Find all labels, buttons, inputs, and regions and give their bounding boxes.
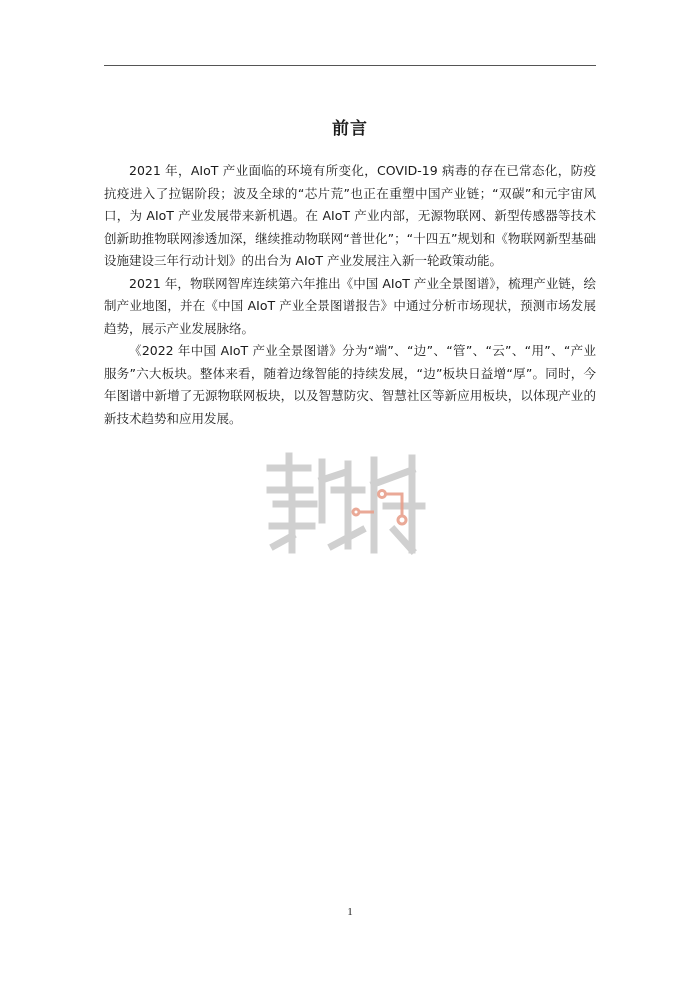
watermark-logo-icon xyxy=(262,450,442,560)
paragraph-3: 《2022 年中国 AIoT 产业全景图谱》分为“端”、“边”、“管”、“云”、“用”、“产业服务”六大板块。整体来看，随着边缘智能的持续发展，“边”板块日益增“厚”。同时，今年图谱中新增了无源物联网板块，以及智慧防灾、智慧社区等新应用板块，以体现产业的新技术趋势和应用发展。 xyxy=(104,343,596,426)
paragraph-2: 2021 年，物联网智库连续第六年推出《中国 AIoT 产业全景图谱》，梳理产业链，绘制产业地图，并在《中国 AIoT 产业全景图谱报告》中通过分析市场现状，预测市场发展趋势，展示产业发展脉络。 xyxy=(104,275,596,336)
body-text xyxy=(104,160,596,430)
page-title: 前言 xyxy=(332,119,368,139)
header-rule xyxy=(104,65,596,66)
page-number: 1 xyxy=(347,906,353,918)
paragraph-1: 2021 年，AIoT 产业面临的环境有所变化，COVID-19 病毒的存在已常态化，防疫抗疫进入了拉锯阶段；波及全球的“芯片荒”也正在重塑中国产业链；“双碳”和元宇宙风口，为 AIoT 产业发展带来新机遇。在 AIoT 产业内部，无源物联网、新型传感器等技术创新助推物联网渗透加深，继续推动物联网“普世化”；“十四五”规划和《物联网新型基础设施建设三年行动计划》的出台为 AIoT 产业发展注入新一轮政策动能。 xyxy=(104,163,596,268)
